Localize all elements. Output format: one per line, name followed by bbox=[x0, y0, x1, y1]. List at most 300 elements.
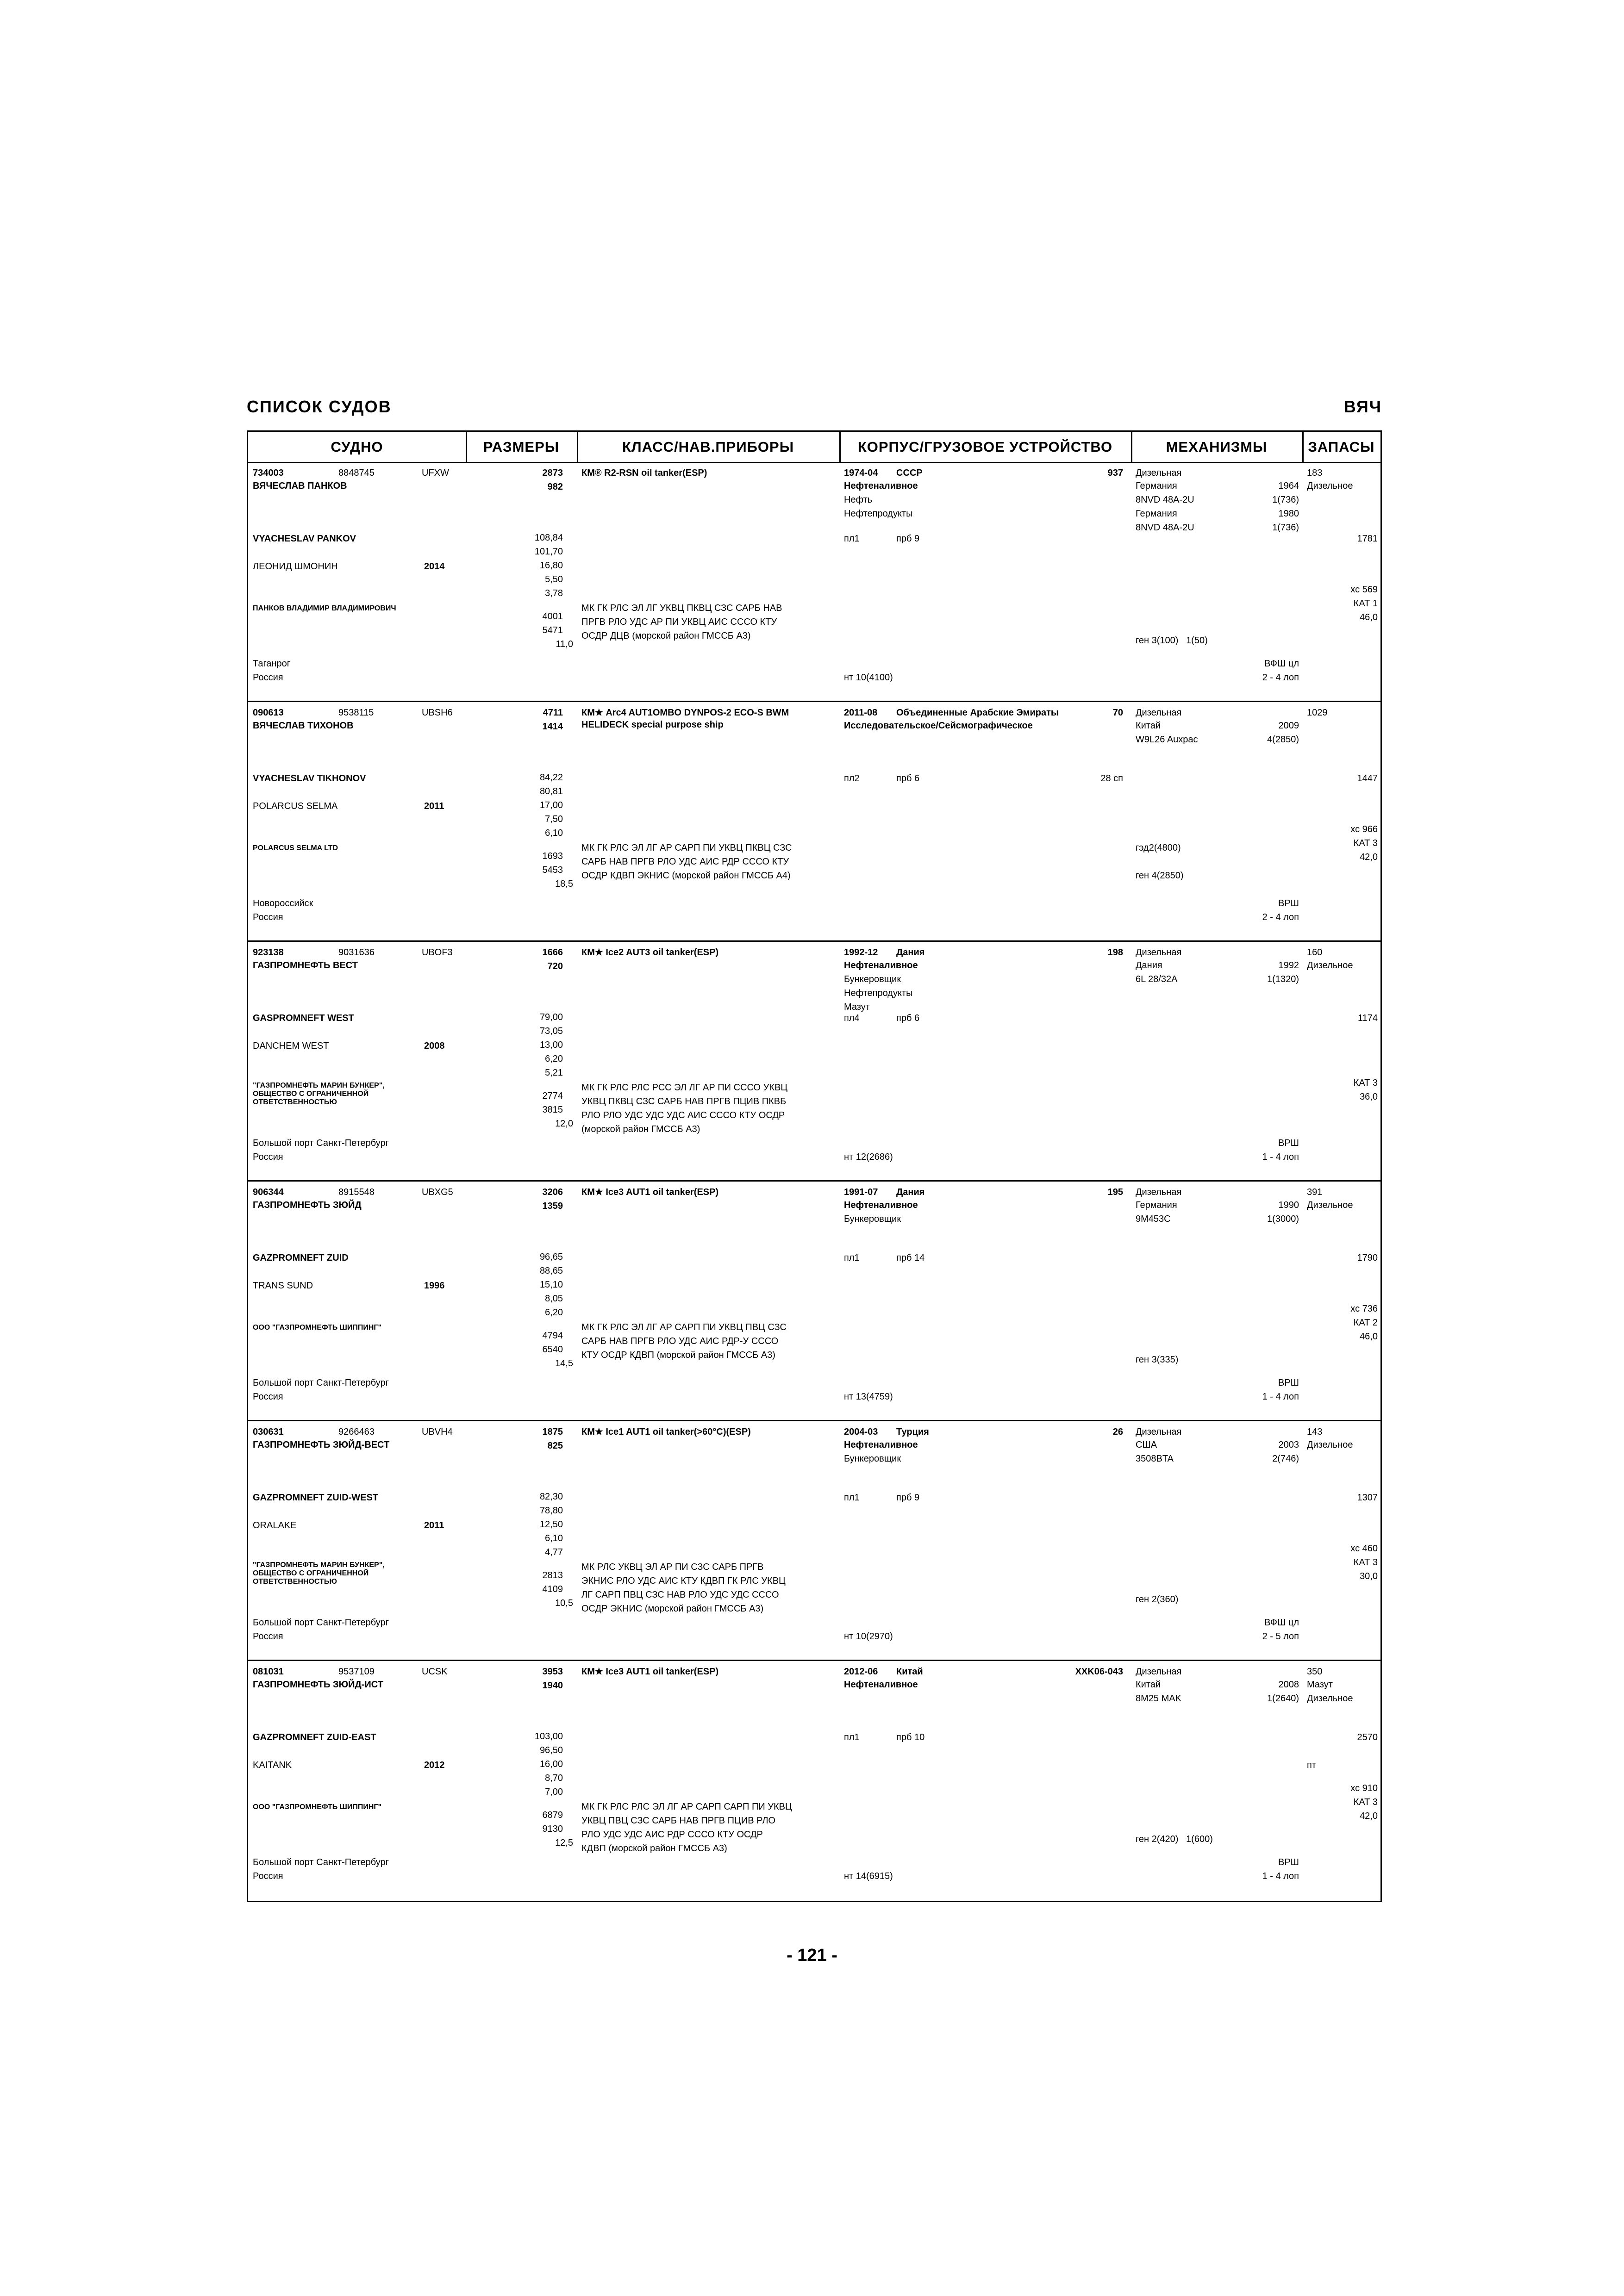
ship-entry bbox=[248, 1182, 1380, 1421]
dimension-value: 12,50 bbox=[539, 1519, 563, 1530]
dimension-value: 2774 bbox=[542, 1091, 563, 1101]
fuel-amount: 160 bbox=[1307, 947, 1323, 958]
class-notation: КМ★ Ice3 AUT1 oil tanker(ESP) bbox=[581, 1187, 719, 1197]
generators-secondary: ген 4(2850) bbox=[1136, 871, 1184, 881]
yard-number: 198 bbox=[1107, 947, 1123, 958]
dimension-value: 4,77 bbox=[545, 1547, 563, 1557]
former-name-year: 2011 bbox=[424, 801, 444, 811]
former-name-year: 2012 bbox=[424, 1760, 445, 1770]
yard-number: 26 bbox=[1112, 1427, 1123, 1437]
class-notation: HELIDECK special purpose ship bbox=[581, 720, 724, 730]
yard-number: 70 bbox=[1112, 708, 1123, 718]
col-header-ship: СУДНО bbox=[248, 432, 466, 463]
engine-model: 8NVD 48A-2U bbox=[1136, 523, 1194, 533]
generators: гэд2(4800) bbox=[1136, 843, 1181, 853]
build-country: СССР bbox=[896, 468, 923, 478]
fuel-amount: 183 bbox=[1307, 468, 1323, 478]
speed: хс 736 bbox=[1350, 1304, 1378, 1314]
fuel-amount: 143 bbox=[1307, 1427, 1323, 1437]
dimension-value: 4109 bbox=[542, 1584, 563, 1594]
call-sign: UBOF3 bbox=[422, 947, 453, 958]
col-header-hull: КОРПУС/ГРУЗОВОЕ УСТРОЙСТВО bbox=[839, 432, 1131, 463]
class-notation: КМ★ Arc4 AUT1OMBO DYNPOS-2 ECO-S BWM bbox=[581, 708, 789, 718]
reg-number: 906344 bbox=[253, 1187, 284, 1197]
dimension-value: 96,50 bbox=[539, 1745, 563, 1755]
former-name-year: 2014 bbox=[424, 561, 445, 572]
build-date: 1992-12 bbox=[844, 947, 878, 958]
dimension-value: 982 bbox=[547, 482, 563, 492]
ship-name: ВЯЧЕСЛАВ ТИХОНОВ bbox=[253, 721, 354, 731]
dimension-value: 12,5 bbox=[555, 1838, 573, 1848]
propeller-type: ВРШ bbox=[1278, 898, 1299, 908]
fuel-type: Дизельное bbox=[1307, 481, 1353, 491]
nav-equipment: ЭКНИС РЛО УДС АИС КТУ КДВП ГК РЛС УКВЦ bbox=[581, 1576, 786, 1586]
build-date: 2004-03 bbox=[844, 1427, 878, 1437]
reg-number: 734003 bbox=[253, 468, 284, 478]
category: КАТ 3 bbox=[1353, 838, 1378, 848]
build-country: Объединенные Арабские Эмираты bbox=[896, 708, 1059, 718]
call-sign: UBSH6 bbox=[422, 708, 453, 718]
ship-type: Бункеровщик bbox=[844, 1214, 901, 1224]
holds-count: пл1 bbox=[844, 1732, 860, 1742]
dimension-value: 2873 bbox=[542, 468, 563, 478]
speed: хс 569 bbox=[1350, 585, 1378, 595]
ship-type: Нефтеналивное bbox=[844, 960, 918, 971]
autonomy: 46,0 bbox=[1360, 612, 1378, 622]
dimension-value: 6,10 bbox=[545, 1533, 563, 1543]
class-notation: КМ★ Ice2 AUT3 oil tanker(ESP) bbox=[581, 947, 719, 958]
ship-name-latin: GAZPROMNEFT ZUID bbox=[253, 1253, 349, 1263]
former-name: DANCHEM WEST bbox=[253, 1041, 329, 1051]
propeller-blades: 1 - 4 лоп bbox=[1262, 1152, 1299, 1162]
category: КАТ 3 bbox=[1353, 1078, 1378, 1088]
propeller-type: ВФШ цл bbox=[1264, 659, 1299, 669]
fuel-type: Дизельное bbox=[1307, 1440, 1353, 1450]
nav-equipment: РЛО РЛО УДС УДС УДС АИС СССО КТУ ОСДР bbox=[581, 1110, 785, 1120]
tank-capacity: нт 10(4100) bbox=[844, 672, 893, 683]
ship-entry bbox=[248, 943, 1380, 1182]
dimension-value: 101,70 bbox=[534, 547, 563, 557]
bulkheads: прб 9 bbox=[896, 534, 920, 544]
ship-name: ВЯЧЕСЛАВ ПАНКОВ bbox=[253, 481, 347, 491]
engine-type: Дизельная bbox=[1136, 1427, 1182, 1437]
dimension-value: 16,00 bbox=[539, 1759, 563, 1769]
autonomy: 30,0 bbox=[1360, 1571, 1378, 1581]
bulkheads: прб 9 bbox=[896, 1493, 920, 1503]
col-header-supplies: ЗАПАСЫ bbox=[1302, 432, 1380, 463]
holds-count: пл1 bbox=[844, 534, 860, 544]
nav-equipment: МК ГК РЛС ЭЛ ЛГ УКВЦ ПКВЦ СЗС САРБ НАВ bbox=[581, 603, 782, 613]
holds-count: пл2 bbox=[844, 773, 860, 784]
engine-type: Дизельная bbox=[1136, 947, 1182, 958]
category: КАТ 1 bbox=[1353, 598, 1378, 609]
engine-count-power: 2(746) bbox=[1272, 1454, 1299, 1464]
dimension-value: 3206 bbox=[542, 1187, 563, 1197]
dimension-value: 88,65 bbox=[539, 1266, 563, 1276]
range: 1790 bbox=[1357, 1253, 1378, 1263]
ship-type: Нефтепродукты bbox=[844, 988, 913, 998]
dimension-value: 1666 bbox=[542, 947, 563, 958]
dimension-value: 13,00 bbox=[539, 1040, 563, 1050]
propeller-type: ВРШ bbox=[1278, 1378, 1299, 1388]
holds-count: пл4 bbox=[844, 1013, 860, 1023]
owner-line: ОБЩЕСТВО С ОГРАНИЧЕННОЙ bbox=[253, 1569, 369, 1577]
imo-number: 9031636 bbox=[338, 947, 375, 958]
speed: хс 966 bbox=[1350, 824, 1378, 834]
reg-number: 090613 bbox=[253, 708, 284, 718]
build-date: 2012-06 bbox=[844, 1667, 878, 1677]
dimension-value: 82,30 bbox=[539, 1492, 563, 1502]
home-port: Большой порт Санкт-Петербург bbox=[253, 1857, 389, 1867]
engine-count-power: 1(736) bbox=[1272, 495, 1299, 505]
range: 1174 bbox=[1357, 1013, 1378, 1023]
home-port: Большой порт Санкт-Петербург bbox=[253, 1138, 389, 1148]
nav-equipment: КТУ ОСДР КДВП (морской район ГМССБ А3) bbox=[581, 1350, 775, 1360]
ship-name: ГАЗПРОМНЕФТЬ ЗЮЙД bbox=[253, 1200, 362, 1210]
propeller-blades: 2 - 4 лоп bbox=[1262, 672, 1299, 683]
dimension-value: 14,5 bbox=[555, 1358, 573, 1369]
tank-capacity: нт 12(2686) bbox=[844, 1152, 893, 1162]
ship-type: Исследовательское/Сейсмографическое bbox=[844, 721, 1033, 731]
ship-name-latin: GAZPROMNEFT ZUID-EAST bbox=[253, 1732, 376, 1742]
dimension-value: 825 bbox=[547, 1441, 563, 1451]
home-port: Большой порт Санкт-Петербург bbox=[253, 1378, 389, 1388]
owner-line: ОТВЕТСТВЕННОСТЬЮ bbox=[253, 1098, 337, 1106]
nav-equipment: ЛГ САРП ПВЦ СЗС НАВ РЛО УДС УДС СССО bbox=[581, 1590, 779, 1600]
flag-country: Россия bbox=[253, 1392, 283, 1402]
former-name: ORALAKE bbox=[253, 1520, 297, 1531]
class-notation: КМ★ Ice1 AUT1 oil tanker(>60°C)(ESP) bbox=[581, 1427, 751, 1437]
nav-equipment: ОСДР КДВП ЭКНИС (морской район ГМССБ А4) bbox=[581, 871, 791, 881]
propeller-blades: 1 - 4 лоп bbox=[1262, 1392, 1299, 1402]
yard-number: XXK06-043 bbox=[1075, 1667, 1123, 1677]
dimension-value: 3953 bbox=[542, 1667, 563, 1677]
ship-type: Нефтеналивное bbox=[844, 1200, 918, 1210]
build-date: 2011-08 bbox=[844, 708, 878, 718]
page-heading bbox=[247, 397, 1382, 420]
crew-berths: 28 сп bbox=[1100, 773, 1123, 784]
engine-year: 2009 bbox=[1278, 721, 1299, 731]
build-country: Китай bbox=[896, 1667, 923, 1677]
ship-name-latin: GASPROMNEFT WEST bbox=[253, 1013, 354, 1023]
home-port: Новороссийск bbox=[253, 898, 313, 908]
engine-year: 1990 bbox=[1278, 1200, 1299, 1210]
dimension-value: 9130 bbox=[542, 1824, 563, 1834]
engine-count-power: 1(3000) bbox=[1267, 1214, 1299, 1224]
engine-model: 3508BTA bbox=[1136, 1454, 1174, 1464]
former-name: POLARCUS SELMA bbox=[253, 801, 338, 811]
ship-name: ГАЗПРОМНЕФТЬ ВЕСТ bbox=[253, 960, 358, 971]
flag-country: Россия bbox=[253, 912, 283, 922]
dimension-value: 11,0 bbox=[556, 639, 573, 649]
ship-type: Нефтеналивное bbox=[844, 1440, 918, 1450]
engine-type: Дизельная bbox=[1136, 1187, 1182, 1197]
tank-capacity: нт 14(6915) bbox=[844, 1871, 893, 1881]
former-name: TRANS SUND bbox=[253, 1281, 313, 1291]
dimension-value: 6,20 bbox=[545, 1054, 563, 1064]
ship-entry bbox=[248, 463, 1380, 702]
nav-equipment: (морской район ГМССБ А3) bbox=[581, 1124, 700, 1134]
dimension-value: 80,81 bbox=[539, 786, 563, 796]
engine-type: Дизельная bbox=[1136, 468, 1182, 478]
dimension-value: 78,80 bbox=[539, 1506, 563, 1516]
dimension-value: 2813 bbox=[542, 1570, 563, 1580]
dimension-value: 4001 bbox=[542, 611, 563, 622]
tank-capacity: нт 13(4759) bbox=[844, 1392, 893, 1402]
pt-mark: пт bbox=[1307, 1760, 1316, 1770]
owner-line: ООО "ГАЗПРОМНЕФТЬ ШИППИНГ" bbox=[253, 1803, 382, 1811]
former-name-year: 1996 bbox=[424, 1281, 445, 1291]
dimension-value: 7,00 bbox=[545, 1787, 563, 1797]
dimension-value: 1875 bbox=[542, 1427, 563, 1437]
fuel-amount: 350 bbox=[1307, 1667, 1323, 1677]
dimension-value: 7,50 bbox=[545, 814, 563, 824]
dimension-value: 4711 bbox=[543, 708, 563, 718]
engine-model: 8NVD 48A-2U bbox=[1136, 495, 1194, 505]
engine-model: 9M453C bbox=[1136, 1214, 1171, 1224]
dimension-value: 8,05 bbox=[545, 1294, 563, 1304]
nav-equipment: ОСДР ДЦВ (морской район ГМССБ А3) bbox=[581, 631, 751, 641]
owner-line: ОБЩЕСТВО С ОГРАНИЧЕННОЙ bbox=[253, 1090, 369, 1098]
ship-name-latin: VYACHESLAV TIKHONOV bbox=[253, 773, 366, 784]
dimension-value: 1359 bbox=[542, 1201, 563, 1211]
call-sign: UFXW bbox=[422, 468, 449, 478]
propeller-type: ВРШ bbox=[1278, 1138, 1299, 1148]
flag-country: Россия bbox=[253, 1152, 283, 1162]
dimension-value: 10,5 bbox=[555, 1598, 573, 1608]
nav-equipment: МК ГК РЛС ЭЛ ЛГ АР САРП ПИ УКВЦ ПКВЦ СЗС bbox=[581, 843, 792, 853]
imo-number: 9537109 bbox=[338, 1667, 375, 1677]
ship-type: Нефтепродукты bbox=[844, 509, 913, 519]
engine-country: Дания bbox=[1136, 960, 1162, 971]
nav-equipment: МК ГК РЛС ЭЛ ЛГ АР САРП ПИ УКВЦ ПВЦ СЗС bbox=[581, 1322, 787, 1332]
owner-line: ПАНКОВ ВЛАДИМИР ВЛАДИМИРОВИЧ bbox=[253, 604, 396, 612]
dimension-value: 15,10 bbox=[539, 1280, 563, 1290]
former-name-year: 2008 bbox=[424, 1041, 445, 1051]
range: 2570 bbox=[1357, 1732, 1378, 1742]
imo-number: 8915548 bbox=[338, 1187, 375, 1197]
engine-type: Дизельная bbox=[1136, 708, 1182, 718]
nav-equipment: МК РЛС УКВЦ ЭЛ АР ПИ СЗС САРБ ПРГВ bbox=[581, 1562, 764, 1572]
reg-number: 081031 bbox=[253, 1667, 284, 1677]
class-notation: КМ® R2-RSN oil tanker(ESP) bbox=[581, 468, 707, 478]
tank-capacity: нт 10(2970) bbox=[844, 1631, 893, 1642]
page-title: СПИСОК СУДОВ bbox=[247, 397, 392, 416]
flag-country: Россия bbox=[253, 1871, 283, 1881]
engine-country: Германия bbox=[1136, 1200, 1177, 1210]
speed: хс 460 bbox=[1350, 1543, 1378, 1554]
imo-number: 8848745 bbox=[338, 468, 375, 478]
propeller-blades: 1 - 4 лоп bbox=[1262, 1871, 1299, 1881]
generators: ген 2(360) bbox=[1136, 1594, 1179, 1605]
engine-country: Китай bbox=[1136, 1680, 1161, 1690]
autonomy: 42,0 bbox=[1360, 852, 1378, 862]
former-name: ЛЕОНИД ШМОНИН bbox=[253, 561, 338, 572]
fuel-type: Мазут bbox=[1307, 1680, 1333, 1690]
build-date: 1991-07 bbox=[844, 1187, 878, 1197]
owner-line: POLARCUS SELMA LTD bbox=[253, 844, 338, 852]
speed: хс 910 bbox=[1350, 1783, 1378, 1793]
dimension-value: 79,00 bbox=[539, 1012, 563, 1022]
nav-equipment: МК ГК РЛС РЛС ЭЛ ЛГ АР САРП САРП ПИ УКВЦ bbox=[581, 1802, 792, 1812]
bulkheads: прб 6 bbox=[896, 773, 920, 784]
ship-entry bbox=[248, 1422, 1380, 1661]
nav-equipment: САРБ НАВ ПРГВ РЛО УДС АИС РДР СССО КТУ bbox=[581, 857, 789, 867]
nav-equipment: УКВЦ ПКВЦ СЗС САРБ НАВ ПРГВ ПЦИВ ПКВБ bbox=[581, 1096, 787, 1107]
engine-year: 1980 bbox=[1278, 509, 1299, 519]
engine-year: 2008 bbox=[1278, 1680, 1299, 1690]
nav-equipment: КДВП (морской район ГМССБ А3) bbox=[581, 1843, 727, 1854]
col-header-dimensions: РАЗМЕРЫ bbox=[466, 432, 577, 463]
ship-type: Нефтеналивное bbox=[844, 1680, 918, 1690]
dimension-value: 6540 bbox=[542, 1344, 563, 1355]
engine-year: 1964 bbox=[1278, 481, 1299, 491]
holds-count: пл1 bbox=[844, 1253, 860, 1263]
former-name: KAITANK bbox=[253, 1760, 292, 1770]
ship-entry bbox=[248, 1662, 1380, 1901]
col-header-machinery: МЕХАНИЗМЫ bbox=[1131, 432, 1302, 463]
ship-type: Нефть bbox=[844, 495, 873, 505]
engine-count-power: 1(1320) bbox=[1267, 974, 1299, 984]
fuel-type: Дизельное bbox=[1307, 960, 1353, 971]
class-notation: КМ★ Ice3 AUT1 oil tanker(ESP) bbox=[581, 1667, 719, 1677]
ship-name-latin: VYACHESLAV PANKOV bbox=[253, 534, 356, 544]
imo-number: 9538115 bbox=[338, 708, 374, 718]
nav-equipment: ОСДР ЭКНИС (морской район ГМССБ А3) bbox=[581, 1604, 764, 1614]
generators: ген 3(100) 1(50) bbox=[1136, 635, 1208, 646]
dimension-value: 103,00 bbox=[534, 1731, 563, 1742]
build-country: Дания bbox=[896, 947, 925, 958]
ship-name-latin: GAZPROMNEFT ZUID-WEST bbox=[253, 1493, 379, 1503]
dimension-value: 18,5 bbox=[555, 879, 573, 889]
ship-type: Бункеровщик bbox=[844, 1454, 901, 1464]
call-sign: UBXG5 bbox=[422, 1187, 453, 1197]
imo-number: 9266463 bbox=[338, 1427, 375, 1437]
nav-equipment: УКВЦ ПВЦ СЗС САРБ НАВ ПРГВ ПЦИВ РЛО bbox=[581, 1816, 776, 1826]
dimension-value: 73,05 bbox=[539, 1026, 563, 1036]
propeller-type: ВРШ bbox=[1278, 1857, 1299, 1867]
call-sign: UBVH4 bbox=[422, 1427, 453, 1437]
engine-model: 6L 28/32A bbox=[1136, 974, 1178, 984]
yard-number: 937 bbox=[1107, 468, 1123, 478]
dimension-value: 5,50 bbox=[545, 574, 563, 585]
generators: ген 2(420) 1(600) bbox=[1136, 1834, 1213, 1844]
dimension-value: 6879 bbox=[542, 1810, 563, 1820]
ship-register-table bbox=[247, 430, 1382, 1902]
dimension-value: 3815 bbox=[542, 1105, 563, 1115]
build-country: Дания bbox=[896, 1187, 925, 1197]
reg-number: 923138 bbox=[253, 947, 284, 958]
engine-count-power: 4(2850) bbox=[1267, 734, 1299, 745]
engine-count-power: 1(2640) bbox=[1267, 1693, 1299, 1704]
build-country: Турция bbox=[896, 1427, 929, 1437]
dimension-value: 84,22 bbox=[539, 772, 563, 783]
dimension-value: 1693 bbox=[542, 851, 563, 861]
propeller-type: ВФШ цл bbox=[1264, 1618, 1299, 1628]
range: 1307 bbox=[1357, 1493, 1378, 1503]
ship-type: Нефтеналивное bbox=[844, 481, 918, 491]
dimension-value: 5,21 bbox=[545, 1068, 563, 1078]
fuel-type: Дизельное bbox=[1307, 1200, 1353, 1210]
ship-type: Бункеровщик bbox=[844, 974, 901, 984]
dimension-value: 6,10 bbox=[545, 828, 563, 838]
engine-count-power: 1(736) bbox=[1272, 523, 1299, 533]
category: КАТ 3 bbox=[1353, 1557, 1378, 1568]
yard-number: 195 bbox=[1107, 1187, 1123, 1197]
engine-country: Германия bbox=[1136, 481, 1177, 491]
dimension-value: 5471 bbox=[542, 625, 563, 635]
autonomy: 36,0 bbox=[1360, 1092, 1378, 1102]
engine-model: W9L26 Auxpac bbox=[1136, 734, 1198, 745]
bulkheads: прб 14 bbox=[896, 1253, 925, 1263]
category: КАТ 3 bbox=[1353, 1797, 1378, 1807]
dimension-value: 16,80 bbox=[539, 560, 563, 571]
category: КАТ 2 bbox=[1353, 1318, 1378, 1328]
nav-equipment: САРБ НАВ ПРГВ РЛО УДС АИС РДР-У СССО bbox=[581, 1336, 779, 1346]
ship-entry bbox=[248, 703, 1380, 942]
engine-country: Германия bbox=[1136, 509, 1177, 519]
fuel-type-secondary: Дизельное bbox=[1307, 1693, 1353, 1704]
flag-country: Россия bbox=[253, 1631, 283, 1642]
dimension-value: 8,70 bbox=[545, 1773, 563, 1783]
call-sign: UCSK bbox=[422, 1667, 448, 1677]
former-name-year: 2011 bbox=[424, 1520, 444, 1531]
range: 1447 bbox=[1357, 773, 1378, 784]
nav-equipment: МК ГК РЛС РЛС РСС ЭЛ ЛГ АР ПИ СССО УКВЦ bbox=[581, 1083, 788, 1093]
dimension-value: 1414 bbox=[542, 722, 563, 732]
owner-line: "ГАЗПРОМНЕФТЬ МАРИН БУНКЕР", bbox=[253, 1082, 385, 1089]
home-port: Таганрог bbox=[253, 659, 291, 669]
engine-year: 2003 bbox=[1278, 1440, 1299, 1450]
owner-line: ООО "ГАЗПРОМНЕФТЬ ШИППИНГ" bbox=[253, 1324, 382, 1332]
reg-number: 030631 bbox=[253, 1427, 284, 1437]
generators: ген 3(335) bbox=[1136, 1355, 1179, 1365]
propeller-blades: 2 - 5 лоп bbox=[1262, 1631, 1299, 1642]
engine-model: 8M25 MAK bbox=[1136, 1693, 1181, 1704]
owner-line: ОТВЕТСТВЕННОСТЬЮ bbox=[253, 1578, 337, 1586]
nav-equipment: РЛО УДС УДС АИС РДР СССО КТУ ОСДР bbox=[581, 1829, 763, 1840]
ship-name: ГАЗПРОМНЕФТЬ ЗЮЙД-ИСТ bbox=[253, 1680, 383, 1690]
dimension-value: 720 bbox=[547, 961, 563, 971]
autonomy: 46,0 bbox=[1360, 1332, 1378, 1342]
flag-country: Россия bbox=[253, 672, 283, 683]
engine-country: США bbox=[1136, 1440, 1157, 1450]
home-port: Большой порт Санкт-Петербург bbox=[253, 1618, 389, 1628]
propeller-blades: 2 - 4 лоп bbox=[1262, 912, 1299, 922]
dimension-value: 4794 bbox=[542, 1331, 563, 1341]
page-code: ВЯЧ bbox=[1343, 397, 1382, 416]
engine-year: 1992 bbox=[1278, 960, 1299, 971]
bulkheads: прб 6 bbox=[896, 1013, 920, 1023]
dimension-value: 5453 bbox=[542, 865, 563, 875]
ship-name: ГАЗПРОМНЕФТЬ ЗЮЙД-ВЕСТ bbox=[253, 1440, 390, 1450]
dimension-value: 12,0 bbox=[555, 1119, 573, 1129]
dimension-value: 17,00 bbox=[539, 800, 563, 810]
dimension-value: 6,20 bbox=[545, 1307, 563, 1318]
engine-type: Дизельная bbox=[1136, 1667, 1182, 1677]
holds-count: пл1 bbox=[844, 1493, 860, 1503]
dimension-value: 96,65 bbox=[539, 1252, 563, 1262]
range: 1781 bbox=[1357, 534, 1378, 544]
fuel-amount: 391 bbox=[1307, 1187, 1323, 1197]
autonomy: 42,0 bbox=[1360, 1811, 1378, 1821]
dimension-value: 3,78 bbox=[545, 588, 563, 598]
bulkheads: прб 10 bbox=[896, 1732, 925, 1742]
owner-line: "ГАЗПРОМНЕФТЬ МАРИН БУНКЕР", bbox=[253, 1561, 385, 1569]
dimension-value: 108,84 bbox=[534, 533, 563, 543]
col-header-class: КЛАСС/НАВ.ПРИБОРЫ bbox=[577, 432, 839, 463]
dimension-value: 1940 bbox=[542, 1680, 563, 1691]
